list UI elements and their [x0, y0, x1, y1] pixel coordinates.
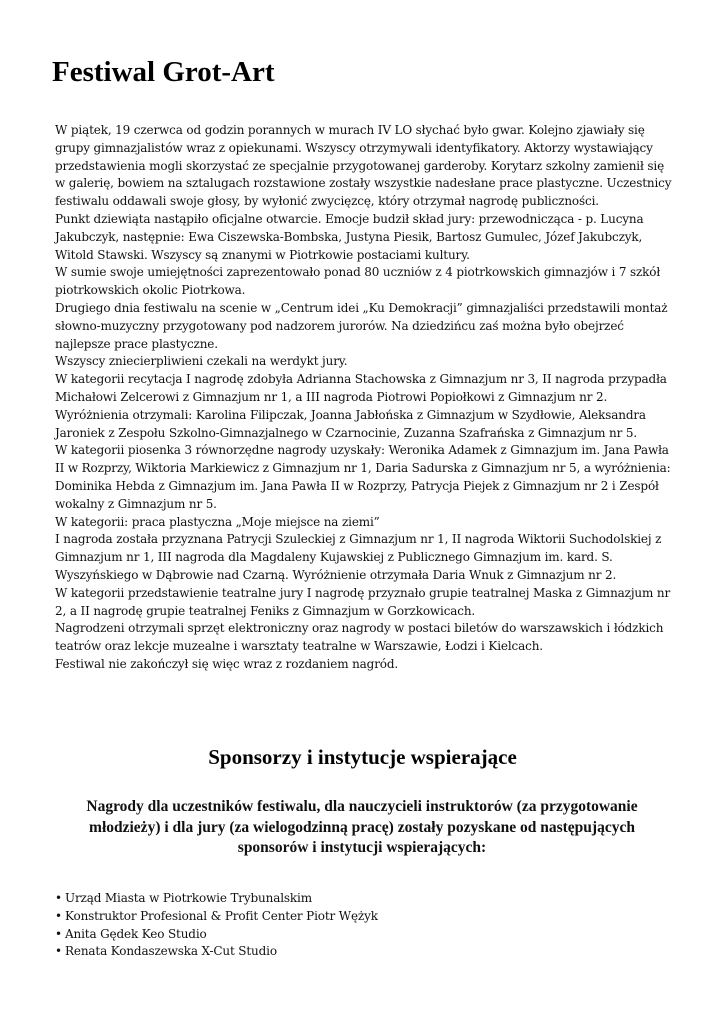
- bullet-icon: •: [55, 891, 62, 905]
- list-item: [55, 890, 378, 908]
- paragraph-closing: Festiwal nie zakończył się więc wraz z rozdaniem nagród.: [55, 656, 399, 671]
- bullet-icon: •: [55, 944, 62, 959]
- sponsors-heading: Sponsorzy i instytucje wspierające: [208, 745, 517, 769]
- list-item: [55, 926, 378, 944]
- page-title: Festiwal Grot-Art: [52, 56, 275, 88]
- sponsor-name: Anita Gędek Keo Studio: [65, 926, 207, 941]
- paragraph-art-results: I nagroda została przyznana Patrycji Szuleckiej z Gimnazjum nr 1, II nagroda Wiktorii Suchodolskiej z Gimnazjum nr 1, III nagroda dla Magdaleny Kujawskiej z Publicznego Gimnazjum im. kard. S. Wyszyńskiego w Dąbrowie nad Czarną. Wyróżnienie otrzymała Daria Wnuk z Gimnazjum nr 2.: [55, 532, 662, 582]
- paragraph-verdict-wait: Wszyscy zniecierpliwieni czekali na werdykt jury.: [55, 354, 348, 369]
- bullet-icon: •: [55, 908, 62, 923]
- list-item: [55, 908, 378, 926]
- paragraph-art-category: W kategorii: praca plastyczna „Moje miejsce na ziemi”: [55, 514, 380, 529]
- paragraph-opening-jury: Punkt dziewiąta nastąpiło oficjalne otwarcie. Emocje budził skład jury: przewodnicząca - p. Lucyna Jakubczyk, następnie: Ewa Ciszewska-Bombska, Justyna Piesik, Bartosz Gumulec, Józef Jakubczyk, Witold Stawski. Wszyscy są znanymi w Piotrkowie postaciami kultury.: [55, 211, 644, 262]
- sponsor-name: Urząd Miasta w Piotrkowie Trybunalskim: [65, 891, 312, 905]
- paragraph-second-day: Drugiego dnia festiwalu na scenie w „Centrum idei „Ku Demokracji” gimnazjaliści przedstawili montaż słowno-muzyczny przygotowany pod nadzorem jurorów. Na dziedzińcu zaś można było obejrzeć najlepsze prace plastyczne.: [55, 300, 668, 351]
- paragraph-recitation-results: W kategorii recytacja I nagrodę zdobyła Adrianna Stachowska z Gimnazjum nr 3, II nagroda przypadła Michałowi Zelcerowi z Gimnazjum nr 1, a III nagroda Piotrowi Popiołkowi z Gimnazjum nr 2. Wyróżnienia otrzymali: Karolina Filipczak, Joanna Jabłońska z Gimnazjum w Szydłowie, Aleksandra Jaroniek z Zespołu Szkolno-Gimnazjalnego w Czarnocinie, Zuzanna Szafrańska z Gimnazjum nr 5.: [55, 372, 667, 440]
- paragraph-theatre-results: W kategorii przedstawienie teatralne jury I nagrodę przyznało grupie teatralnej Maska z Gimnazjum nr 2, a II nagrodę grupie teatralnej Feniks z Gimnazjum w Gorzkowicach.: [55, 585, 671, 618]
- article-body: [55, 122, 675, 674]
- sponsor-name: Konstruktor Profesional & Profit Center Piotr Wężyk: [65, 908, 378, 923]
- sponsor-list: [55, 890, 378, 961]
- sponsors-intro: Nagrody dla uczestników festiwalu, dla nauczycieli instruktorów (za przygotowanie młodzieży) i dla jury (za wielogodzinną pracę) zostały pozyskane od następujących sponsorów i instytucji wspierających:: [86, 798, 638, 856]
- sponsor-name: Renata Kondaszewska X-Cut Studio: [65, 944, 277, 959]
- bullet-icon: •: [55, 926, 62, 941]
- paragraph-song-results: W kategorii piosenka 3 równorzędne nagrody uzyskały: Weronika Adamek z Gimnazjum im. Jana Pawła II w Rozprzy, Wiktoria Markiewicz z Gimnazjum nr 1, Daria Sadurska z Gimnazjum nr 5, a wyróżnienia: Dominika Hebda z Gimnazjum im. Jana Pawła II w Rozprzy, Patrycja Piejek z Gimnazjum nr 2 i Zespół wokalny z Gimnazjum nr 5.: [55, 443, 671, 511]
- list-item: [55, 943, 378, 961]
- paragraph-participants: W sumie swoje umiejętności zaprezentowało ponad 80 uczniów z 4 piotrkowskich gimnazjów i 7 szkół piotrkowskich okolic Piotrkowa.: [55, 265, 661, 298]
- paragraph-arrival: W piątek, 19 czerwca od godzin porannych w murach IV LO słychać było gwar. Kolejno zjawiały się grupy gimnazjalistów wraz z opiekunami. Wszyscy otrzymywali identyfikatory. Aktorzy wystawiający przedstawienia mogli skorzystać ze specjalnie przygotowanej garderoby. Korytarz szkolny zamienił się w galerię, bowiem na sztalugach rozstawione zostały wszystkie nadesłane prace plastyczne. Uczestnicy festiwalu oddawali swoje głosy, by wyłonić zwycięzcę, który otrzymał nagrodę publiczności.: [55, 123, 672, 209]
- paragraph-prizes: Nagrodzeni otrzymali sprzęt elektroniczny oraz nagrody w postaci biletów do warszawskich i łódzkich teatrów oraz lekcje muzealne i warsztaty teatralne w Warszawie, Łodzi i Kielcach.: [55, 621, 664, 654]
